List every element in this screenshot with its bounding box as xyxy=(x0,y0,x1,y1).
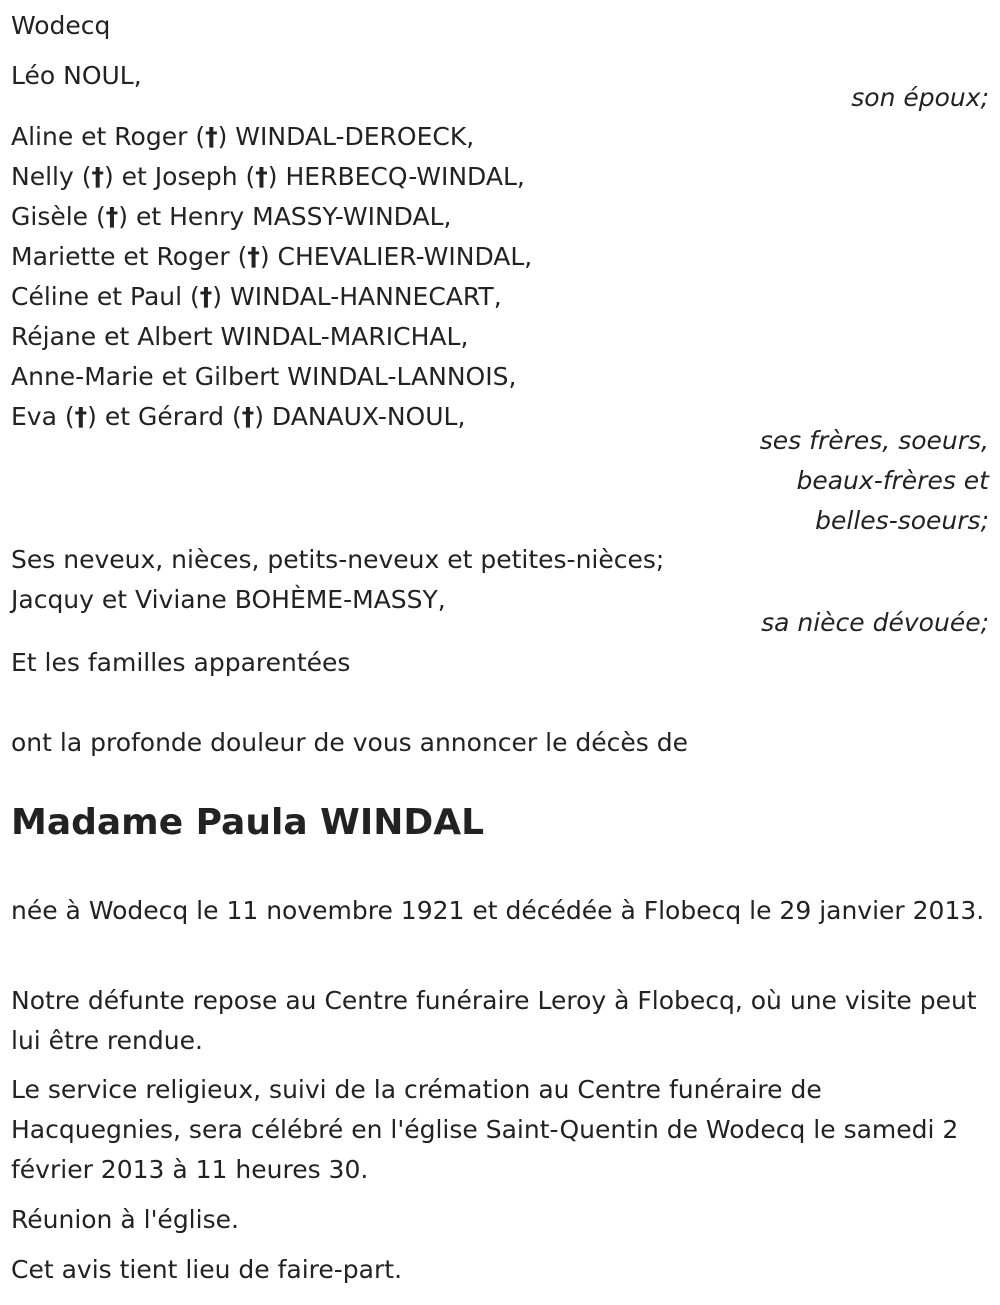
meeting-paragraph: Réunion à l'église. xyxy=(11,1205,239,1234)
place-name: Wodecq xyxy=(11,11,111,40)
siblings-role-line: belles-soeurs; xyxy=(815,506,989,535)
cross-icon: † xyxy=(247,242,260,271)
cross-icon: † xyxy=(74,402,88,431)
sibling-line: Mariette et Roger (†) CHEVALIER-WINDAL, xyxy=(11,242,533,271)
announcement: ont la profonde douleur de vous annoncer le décès de xyxy=(11,728,689,757)
deceased-name: Madame Paula WINDAL xyxy=(11,802,485,843)
families-line: Et les familles apparentées xyxy=(11,648,351,677)
sibling-line: Anne-Marie et Gilbert WINDAL-LANNOIS, xyxy=(11,362,517,391)
sibling-line: Eva (†) et Gérard (†) DANAUX-NOUL, xyxy=(11,402,466,431)
sibling-line: Gisèle (†) et Henry MASSY-WINDAL, xyxy=(11,202,452,231)
siblings-role-line: ses frères, soeurs, xyxy=(759,426,989,455)
visit-paragraph: Notre défunte repose au Centre funéraire Leroy à Flobecq, où une visite peut lui être rendue. xyxy=(11,986,977,1055)
cross-icon: † xyxy=(105,202,119,231)
sibling-line: Céline et Paul (†) WINDAL-HANNECART, xyxy=(11,282,502,311)
cross-icon: † xyxy=(199,282,213,311)
cross-icon: † xyxy=(205,122,218,151)
nephews-line: Ses neveux, nièces, petits-neveux et petites-nièces; xyxy=(11,545,665,574)
niece-name: Jacquy et Viviane BOHÈME-MASSY, xyxy=(11,585,446,614)
notice-paragraph: Cet avis tient lieu de faire-part. xyxy=(11,1255,403,1284)
service-paragraph: Le service religieux, suivi de la crémation au Centre funéraire de Hacquegnies, sera célébré en l'église Saint-Quentin de Wodecq le samedi 2 février 2013 à 11 heures 30. xyxy=(11,1075,959,1184)
cross-icon: † xyxy=(255,162,268,191)
spouse-role: son époux; xyxy=(851,83,989,112)
sibling-line: Aline et Roger (†) WINDAL-DEROECK, xyxy=(11,122,475,151)
sibling-line: Nelly (†) et Joseph (†) HERBECQ-WINDAL, xyxy=(11,162,525,191)
spouse-name: Léo NOUL, xyxy=(11,61,142,90)
siblings-role-line: beaux-frères et xyxy=(796,466,989,495)
niece-role: sa nièce dévouée; xyxy=(761,608,989,637)
birth-death-paragraph: née à Wodecq le 11 novembre 1921 et décédée à Flobecq le 29 janvier 2013. xyxy=(11,896,985,925)
cross-icon: † xyxy=(241,402,255,431)
cross-icon: † xyxy=(91,162,104,191)
sibling-line: Réjane et Albert WINDAL-MARICHAL, xyxy=(11,322,469,351)
